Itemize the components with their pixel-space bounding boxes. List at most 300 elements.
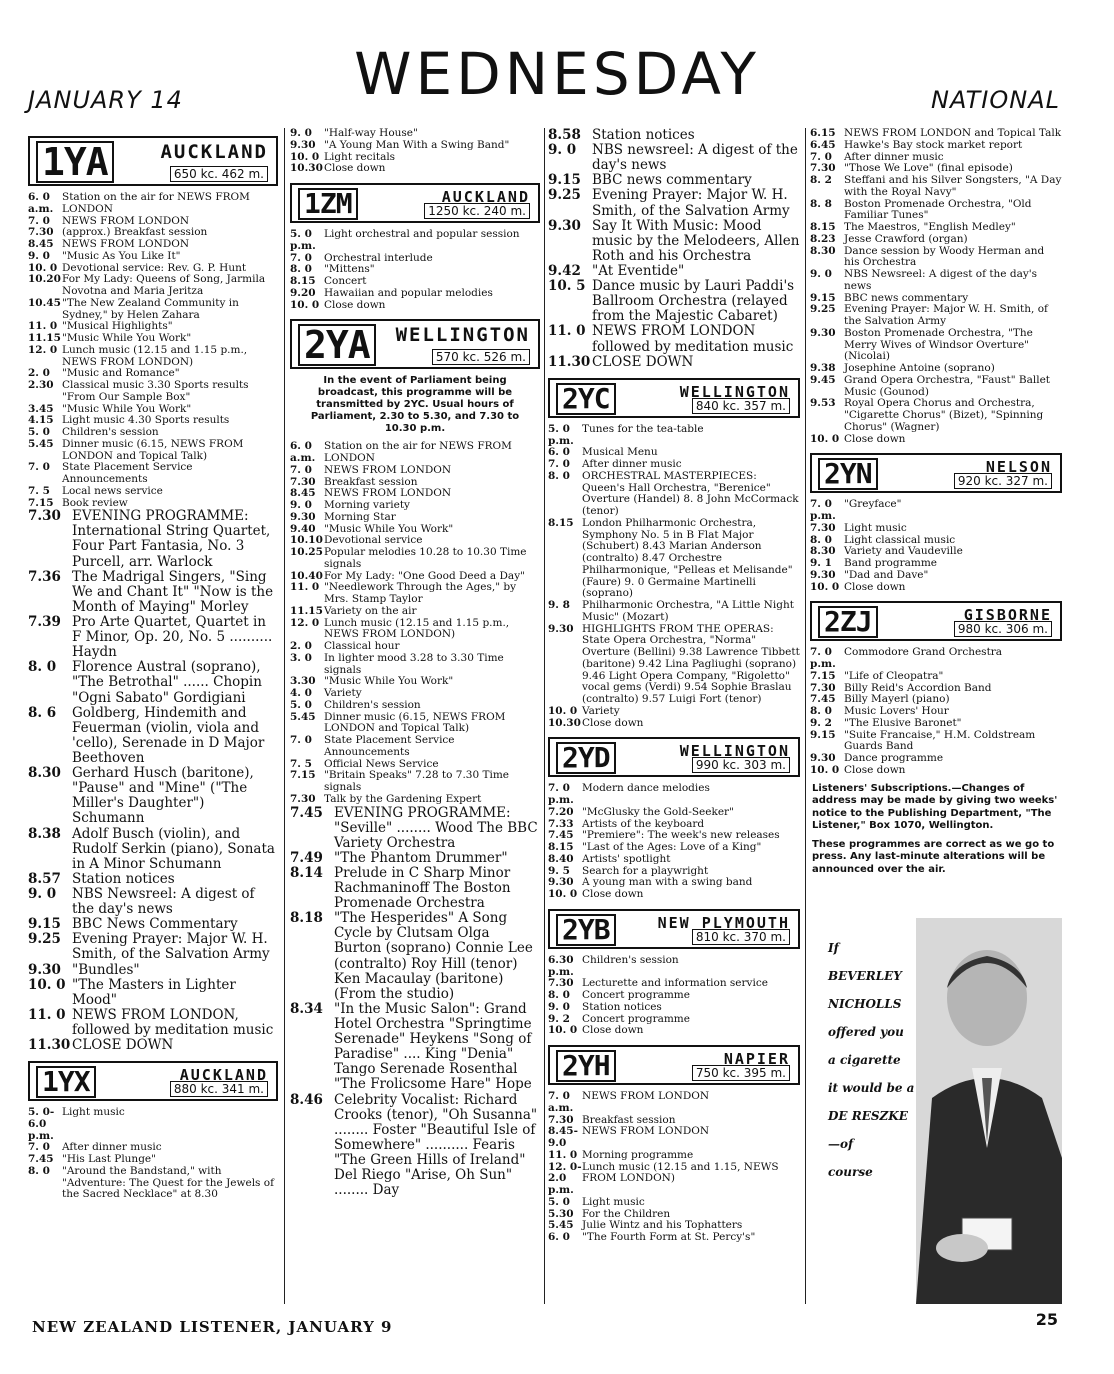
programme-time: 7.30 xyxy=(810,521,836,534)
programme-title: "Music As You Like It" xyxy=(62,249,181,262)
programme-list xyxy=(810,647,1062,776)
programme-item xyxy=(290,500,540,512)
programme-time: 7. 0 xyxy=(810,150,832,163)
programme-item xyxy=(548,324,800,354)
programme-title: Boston Promenade Orchestra, "Old Familiar Tunes" xyxy=(844,197,1032,222)
programme-item xyxy=(28,1107,278,1142)
programme-item xyxy=(548,854,800,866)
programme-title: Musical Menu xyxy=(582,446,658,459)
programme-title: Evening Prayer: Major W. H. Smith, of the Salvation Army xyxy=(72,931,270,963)
programme-time: 10. 0 xyxy=(290,298,320,311)
station-freq: 880 kc. 341 m. xyxy=(170,1081,268,1097)
programme-time: 10. 0 xyxy=(28,261,58,274)
column-rule xyxy=(805,128,806,1304)
programme-item xyxy=(28,1008,278,1038)
programme-time: 8.38 xyxy=(28,825,61,842)
station-box-2yh xyxy=(548,1045,800,1085)
programme-title: Lunch music (12.15 and 1.15, NEWS FROM LONDON) xyxy=(582,1160,779,1185)
programme-item xyxy=(290,735,540,759)
programme-item xyxy=(290,606,540,618)
programme-title: After dinner music xyxy=(844,150,944,163)
programme-title: Morning variety xyxy=(324,499,410,511)
programme-time: 5. 0 p.m. xyxy=(290,228,316,252)
station-box-2ya xyxy=(290,319,540,369)
programme-time: 9.30 xyxy=(548,217,581,234)
programme-title: "Those We Love" (final episode) xyxy=(844,162,1013,175)
programme-title: Prelude in C Sharp Minor Rachmaninoff The Boston Promenade Orchestra xyxy=(334,864,511,912)
programme-list xyxy=(548,424,800,730)
programme-item xyxy=(28,827,278,872)
programme-item xyxy=(290,866,540,911)
programme-time: 8.40 xyxy=(548,852,574,865)
programme-item xyxy=(28,251,278,263)
programme-time: 9.30 xyxy=(290,510,316,523)
programme-title: Concert xyxy=(324,275,367,287)
programme-title: Variety xyxy=(582,704,620,717)
programme-time: 9.15 xyxy=(810,728,836,741)
station-freq: 570 kc. 526 m. xyxy=(432,349,530,365)
station-city: WELLINGTON xyxy=(679,382,790,401)
programme-time: 9.38 xyxy=(810,362,836,374)
programme-time: 10.25 xyxy=(290,546,323,558)
programme-title: Variety and Vaudeville xyxy=(844,545,963,558)
programme-item xyxy=(810,570,1062,582)
programme-title: Station notices xyxy=(592,127,695,143)
programme-item xyxy=(548,279,800,324)
programme-title: NEWS FROM LONDON, followed by meditation music xyxy=(72,1006,274,1038)
advert-text xyxy=(828,934,918,1186)
programme-title: Dance music by Lauri Paddi's Ballroom Orchestra (relayed from the Majestic Cabaret) xyxy=(592,278,795,325)
programme-title: NBS Newsreel: A digest of the day's news xyxy=(844,268,1038,292)
advert-line: BEVERLEY xyxy=(828,969,902,983)
station-call: 2YH xyxy=(556,1050,616,1082)
programme-time: 7.15 xyxy=(290,769,316,782)
programme-item xyxy=(810,718,1062,730)
programme-time: 11. 0 xyxy=(28,1006,66,1023)
programme-time: 3. 0 xyxy=(290,651,312,664)
programme-item xyxy=(290,700,540,712)
programme-time: 10. 0 xyxy=(290,150,320,163)
programme-item xyxy=(290,276,540,288)
programme-list xyxy=(290,441,540,805)
programme-title: Station notices xyxy=(72,870,175,887)
station-city: WELLINGTON xyxy=(679,742,790,761)
programme-title: "Premiere": The week's new releases xyxy=(582,829,780,842)
programme-item xyxy=(28,570,278,615)
programme-time: 9. 0 xyxy=(290,127,312,139)
programme-time: 8. 0 xyxy=(28,659,57,676)
programme-title: "Greyface" xyxy=(844,498,902,511)
programme-title: Local news service xyxy=(62,484,163,497)
programme-title: Light music xyxy=(62,1106,125,1119)
programme-title: HIGHLIGHTS FROM THE OPERAS: State Opera Orchestra, "Norma" Overture (Bellini) 9.38 Lawrence Tibbett (baritone) 9.42 Lina Pagliughi (soprano) 9.46 Light Opera Company, "Rigoletto" vocal gems (Verdi) 9.54 Sophie Braslau (contralto) 9.57 Luigi Fort (tenor) xyxy=(582,622,800,705)
programme-item xyxy=(28,333,278,345)
programme-list xyxy=(290,806,540,1199)
programme-item xyxy=(548,1150,800,1162)
programme-time: 9.15 xyxy=(28,916,61,933)
programme-item xyxy=(548,1162,800,1197)
programme-item xyxy=(28,439,278,463)
programme-item xyxy=(28,462,278,486)
programme-title: "Music While You Work" xyxy=(62,402,192,415)
programme-time: 8.15 xyxy=(810,221,836,233)
programme-item xyxy=(810,304,1062,328)
programme-title: Concert programme xyxy=(582,989,690,1001)
programme-title: Commodore Grand Orchestra xyxy=(844,646,1003,659)
programme-title: Josephine Antoine (soprano) xyxy=(844,362,995,374)
programme-item xyxy=(28,274,278,298)
programme-item xyxy=(810,706,1062,718)
programme-time: 8. 0 xyxy=(810,705,832,717)
station-call: 2ZJ xyxy=(818,606,878,638)
programme-title: Gerhard Husch (baritone), "Pause" and "Mine" ("The Miller's Daughter") Schumann xyxy=(72,765,254,827)
programme-item xyxy=(28,660,278,705)
programme-time: 9.15 xyxy=(810,291,836,304)
programme-time: 8.23 xyxy=(810,232,836,245)
programme-list xyxy=(810,499,1062,593)
programme-title: NEWS FROM LONDON xyxy=(582,1090,710,1102)
programme-title: "In the Music Salon": Grand Hotel Orchestra "Springtime Serenade" Heykens "Song of Paradise" .... King "Denia" Tango Serenade Rosenthal "The Frolicsome Hare" Hope xyxy=(334,1000,532,1093)
station-box-2yd xyxy=(548,737,800,777)
programme-title: Breakfast session xyxy=(582,1113,676,1126)
programme-item xyxy=(548,264,800,279)
programme-time: 7. 5 xyxy=(28,484,50,497)
programme-item xyxy=(28,509,278,569)
programme-title: Concert programme xyxy=(582,1012,690,1025)
programme-list xyxy=(810,128,1062,445)
programme-title: Artists of the keyboard xyxy=(582,817,705,830)
programme-time: 7. 0 xyxy=(28,461,50,474)
programme-title: CLOSE DOWN xyxy=(72,1037,174,1054)
programme-item xyxy=(810,199,1062,223)
programme-title: Close down xyxy=(844,432,906,445)
programme-title: "Half-way House" xyxy=(324,127,418,139)
programme-title: London Philharmonic Orchestra, Symphony No. 5 in B Flat Major (Schubert) 8.43 Marian Anderson (contralto) 8.47 Orchestre Philharmonique, "Pelleas et Melisande" (Faure) 9. 0 Germaine Martinelli (soprano) xyxy=(582,516,793,600)
programme-time: 8. 0 xyxy=(548,989,570,1001)
programme-title: Music Lovers' Hour xyxy=(844,705,949,717)
programme-title: "The New Zealand Community in Sydney," by Helen Zahara xyxy=(62,296,239,321)
programme-title: "A Young Man With a Swing Band" xyxy=(324,138,510,151)
programme-time: 8.15 xyxy=(548,516,574,529)
programme-item xyxy=(810,730,1062,754)
programme-item xyxy=(28,706,278,766)
programme-time: 10. 0 xyxy=(810,580,840,593)
programme-item xyxy=(290,806,540,851)
programme-time: 4. 0 xyxy=(290,687,312,699)
programme-title: "Mittens" xyxy=(324,263,375,276)
programme-time: 11. 0 xyxy=(548,1148,578,1161)
programme-title: Classical hour xyxy=(324,640,400,652)
programme-item xyxy=(28,887,278,917)
programme-item xyxy=(290,547,540,571)
programme-list xyxy=(548,1091,800,1244)
programme-time: 10. 5 xyxy=(548,278,586,295)
programme-time: 7.45 xyxy=(810,693,836,706)
programme-title: Hawke's Bay stock market report xyxy=(844,138,1023,151)
programme-title: "His Last Plunge" xyxy=(62,1153,156,1166)
programme-time: 7.15 xyxy=(810,669,836,682)
programme-title: State Placement Service Announcements xyxy=(62,461,193,485)
advert-line: NICHOLLS xyxy=(828,997,902,1011)
programme-time: 9.30 xyxy=(28,961,61,978)
programme-time: 7. 0 xyxy=(290,734,312,746)
station-box-2yb xyxy=(548,909,800,949)
programme-title: "Around the Bandstand," with "Adventure: The Quest for the Jewels of the Sacred Necklace" at 8.30 xyxy=(62,1164,274,1201)
programme-time: 8. 6 xyxy=(28,704,57,721)
programme-time: 11. 0 xyxy=(548,323,586,340)
programme-time: 10.45 xyxy=(28,296,61,309)
programme-time: 7. 0 p.m. xyxy=(548,782,574,806)
programme-item xyxy=(810,647,1062,671)
programme-time: 2. 0 xyxy=(290,640,312,652)
programme-time: 8.45 xyxy=(28,238,54,250)
programme-time: 10.20 xyxy=(28,273,61,286)
programme-item xyxy=(548,1002,800,1014)
programme-item xyxy=(548,355,800,370)
programme-title: Royal Opera Chorus and Orchestra, "Cigarette Chorus" (Bizet), "Spinning Chorus" (Wagner) xyxy=(844,397,1044,433)
programme-title: Evening Prayer: Major W. H. Smith, of the Salvation Army xyxy=(844,303,1048,327)
advert-line: —of xyxy=(828,1137,854,1151)
column-rule xyxy=(284,128,285,1304)
programme-title: Goldberg, Hindemith and Feuerman (violin, viola and 'cello), Serenade in D Major Beethoven xyxy=(72,704,265,766)
programme-title: BBC news commentary xyxy=(592,172,752,189)
programme-title: Boston Promenade Orchestra, "The Merry Wives of Windsor Overture" (Nicolai) xyxy=(844,326,1033,363)
programme-item xyxy=(810,246,1062,270)
station-freq: 840 kc. 357 m. xyxy=(692,398,790,414)
station-city: WELLINGTON xyxy=(395,324,530,347)
programme-item xyxy=(548,459,800,471)
programme-time: 10. 0 xyxy=(548,1024,578,1037)
programme-title: Morning programme xyxy=(582,1148,694,1161)
programme-item xyxy=(810,523,1062,535)
subscriptions-notice: Listeners' Subscriptions.—Changes of address may be made by giving two weeks' notice to the Publishing Department, "The Listener," Box 1070, Wellington. xyxy=(812,782,1058,831)
programme-time: 9.30 xyxy=(548,876,574,889)
programme-item xyxy=(290,1093,540,1199)
programme-time: 7. 0 a.m. xyxy=(548,1090,574,1114)
programme-time: 7.45 xyxy=(548,829,574,842)
programme-time: 11. 0 xyxy=(290,581,320,594)
programme-time: 6. 0 a.m. xyxy=(290,440,316,464)
programme-item xyxy=(548,219,800,264)
programme-item xyxy=(810,434,1062,446)
programme-title: CLOSE DOWN xyxy=(592,353,694,370)
programme-time: 6. 0 xyxy=(548,446,570,459)
station-city: NELSON xyxy=(985,458,1052,477)
programme-time: 5.45 xyxy=(290,710,316,723)
programme-title: Dance session by Woody Herman and his Orchestra xyxy=(844,244,1045,269)
programme-title: Breakfast session xyxy=(324,475,418,488)
programme-time: 9.30 xyxy=(810,752,836,764)
programme-title: NBS Newsreel: A digest of the day's news xyxy=(72,885,255,918)
programme-item xyxy=(290,688,540,700)
programme-time: 9.53 xyxy=(810,397,836,410)
programme-time: 9.30 xyxy=(548,622,574,635)
programme-time: 9.15 xyxy=(548,172,581,189)
programme-time: 7. 0 xyxy=(290,463,312,476)
programme-time: 11.30 xyxy=(28,1037,71,1054)
programme-title: "Needlework Through the Ages," by Mrs. Stamp Taylor xyxy=(324,581,517,605)
programme-item xyxy=(290,140,540,152)
programme-title: Lunch music (12.15 and 1.15 p.m., NEWS FROM LONDON) xyxy=(62,343,248,368)
programme-item xyxy=(548,600,800,624)
programme-title: NEWS FROM LONDON followed by meditation music xyxy=(592,323,794,355)
footer-publication: NEW ZEALAND LISTENER, JANUARY 9 xyxy=(32,1318,393,1336)
programme-title: Florence Austral (soprano), "The Betrothal" ...... Chopin "Ogni Sabato" Gordigiani xyxy=(72,659,262,706)
programme-title: Light classical music xyxy=(844,533,956,546)
programme-title: For My Lady: Queens of Song, Jarmila Novotna and Maria Jeritza xyxy=(62,273,266,297)
page-number: 25 xyxy=(1035,1310,1058,1329)
station-box-2yc xyxy=(548,378,800,418)
programme-time: 9.30 xyxy=(810,568,836,581)
programme-time: 9.42 xyxy=(548,262,581,279)
programme-title: Band programme xyxy=(844,557,937,569)
header-date: JANUARY 14 xyxy=(28,86,183,114)
programme-title: Children's session xyxy=(324,698,421,711)
programme-title: NEWS FROM LONDON xyxy=(324,487,452,500)
programme-item xyxy=(810,499,1062,523)
advert-line: course xyxy=(828,1165,873,1179)
programme-time: 7.30 xyxy=(548,1113,574,1126)
programme-time: 6.15 xyxy=(810,127,836,139)
programme-time: 9.45 xyxy=(810,373,836,386)
programme-title: Popular melodies 10.28 to 10.30 Time signals xyxy=(324,546,527,570)
station-freq: 750 kc. 395 m. xyxy=(692,1065,790,1081)
programme-title: "Life of Cleopatra" xyxy=(844,669,944,682)
programme-time: 9. 2 xyxy=(810,716,832,729)
programme-time: 4.15 xyxy=(28,414,54,427)
programme-item xyxy=(28,192,278,216)
programme-time: 6.45 xyxy=(810,138,836,151)
programme-item xyxy=(810,140,1062,152)
station-box-1yx xyxy=(28,1061,278,1101)
station-call: 2YN xyxy=(818,458,878,490)
programme-list xyxy=(548,783,800,901)
programme-time: 3.30 xyxy=(290,675,316,688)
programme-time: 9. 0 xyxy=(810,268,832,280)
programme-item xyxy=(28,239,278,251)
programme-time: 7.30 xyxy=(290,475,316,488)
programme-item xyxy=(548,1126,800,1150)
programme-time: 8.18 xyxy=(290,910,323,927)
programme-time: 7.30 xyxy=(290,792,316,805)
programme-item xyxy=(810,234,1062,246)
programme-title: Search for a playwright xyxy=(582,864,709,877)
programme-title: Lunch music (12.15 and 1.15 p.m., NEWS FROM LONDON) xyxy=(324,616,510,641)
programme-item xyxy=(810,128,1062,140)
programme-title: Light music 4.30 Sports results xyxy=(62,414,230,427)
station-call: 1YX xyxy=(36,1066,96,1098)
programme-title: "Music While You Work" xyxy=(62,332,192,344)
programme-time: 11. 0 xyxy=(28,320,58,333)
programme-title: Adolf Busch (violin), and Rudolf Serkin (piano), Sonata in A Minor Schumann xyxy=(72,825,275,872)
programme-title: In lighter mood 3.28 to 3.30 Time signals xyxy=(324,651,504,676)
disclaimer-notice: These programmes are correct as we go to press. Any last-minute alterations will be announced over the air. xyxy=(812,838,1055,875)
programme-title: "Dad and Dave" xyxy=(844,568,929,581)
programme-item xyxy=(290,512,540,524)
de-reszke-advert xyxy=(812,918,1062,1304)
programme-time: 8. 0 xyxy=(290,263,312,276)
programme-title: "Musical Highlights" xyxy=(62,320,173,333)
programme-time: 7.15 xyxy=(28,496,54,509)
programme-item xyxy=(290,128,540,140)
programme-item xyxy=(810,269,1062,293)
programme-title: Artists' spotlight xyxy=(582,852,671,865)
programme-title: Pro Arte Quartet, Quartet in F Minor, Op. 20, No. 5 .......... Haydn xyxy=(72,614,273,661)
programme-item xyxy=(548,518,800,600)
programme-time: 10.30 xyxy=(548,716,581,729)
programme-item xyxy=(28,380,278,404)
programme-title: Close down xyxy=(324,298,386,311)
programme-time: 7.30 xyxy=(810,162,836,175)
station-call: 1ZM xyxy=(298,188,358,220)
programme-time: 5.45 xyxy=(548,1219,574,1232)
programme-time: 10. 0 xyxy=(810,763,840,776)
parliament-note: In the event of Parliament being broadcast, this programme will be transmitted by 2YC. Usual hours of Parliament, 2.30 to 5.30, and 7.30 to 10.30 p.m. xyxy=(310,375,520,435)
programme-title: Grand Opera Orchestra, "Faust" Ballet Music (Gounod) xyxy=(844,373,1051,398)
programme-title: ORCHESTRAL MASTERPIECES: Queen's Hall Orchestra, "Berenice" Overture (Handel) 8. 8 John McCormack (tenor) xyxy=(582,469,799,517)
programme-time: 3.45 xyxy=(28,402,54,415)
programme-title: Julie Wintz and his Tophatters xyxy=(582,1219,743,1232)
programme-title: For the Children xyxy=(582,1207,671,1220)
programme-item xyxy=(548,990,800,1002)
column-4 xyxy=(810,128,1062,882)
programme-title: Close down xyxy=(844,580,906,593)
programme-item xyxy=(28,615,278,660)
programme-item xyxy=(290,653,540,677)
programme-time: 9. 0 xyxy=(548,142,577,159)
programme-time: 8. 8 xyxy=(810,197,832,210)
programme-item xyxy=(290,582,540,606)
programme-time: 8. 0 xyxy=(810,533,832,546)
programme-item xyxy=(290,288,540,300)
programme-title: Billy Mayerl (piano) xyxy=(844,693,950,706)
programme-item xyxy=(548,624,800,706)
programme-title: After dinner music xyxy=(582,458,682,470)
programme-time: 10. 0 xyxy=(548,888,578,900)
programme-time: 5.45 xyxy=(28,437,54,450)
programme-title: (approx.) Breakfast session xyxy=(62,226,208,239)
programme-title: "The Phantom Drummer" xyxy=(334,849,508,866)
header-day: WEDNESDAY xyxy=(354,40,760,108)
programme-time: 6.30 p.m. xyxy=(548,953,574,978)
programme-time: 6. 0 xyxy=(548,1231,570,1243)
programme-time: 7. 0 p.m. xyxy=(810,498,836,522)
programme-item xyxy=(810,363,1062,375)
advert-line: DE RESZKE xyxy=(828,1109,908,1123)
station-box-2yn xyxy=(810,453,1062,493)
programme-title: Devotional service: Rev. G. P. Hunt xyxy=(62,261,247,274)
programme-title: "The Elusive Baronet" xyxy=(844,716,962,729)
programme-time: 7. 0 xyxy=(28,214,50,227)
programme-time: 7.49 xyxy=(290,849,323,866)
programme-title: "Last of the Ages: Love of a King" xyxy=(582,841,762,853)
programme-title: Station notices xyxy=(582,1000,662,1013)
station-call: 2YB xyxy=(556,914,616,946)
programme-time: 7. 0 p.m. xyxy=(810,646,836,670)
programme-item xyxy=(548,1091,800,1115)
programme-title: Jesse Crawford (organ) xyxy=(844,232,968,245)
programme-title: EVENING PROGRAMME: "Seville" ........ Wood The BBC Variety Orchestra xyxy=(334,804,538,851)
programme-item xyxy=(548,807,800,819)
programme-title: NEWS FROM LONDON xyxy=(582,1125,710,1138)
programme-item xyxy=(290,794,540,806)
station-city: NAPIER xyxy=(723,1050,790,1068)
station-box-2zj xyxy=(810,601,1062,641)
station-freq: 1250 kc. 240 m. xyxy=(424,203,530,219)
programme-title: "At Eventide" xyxy=(592,262,685,279)
programme-item xyxy=(810,558,1062,570)
programme-item xyxy=(28,978,278,1008)
